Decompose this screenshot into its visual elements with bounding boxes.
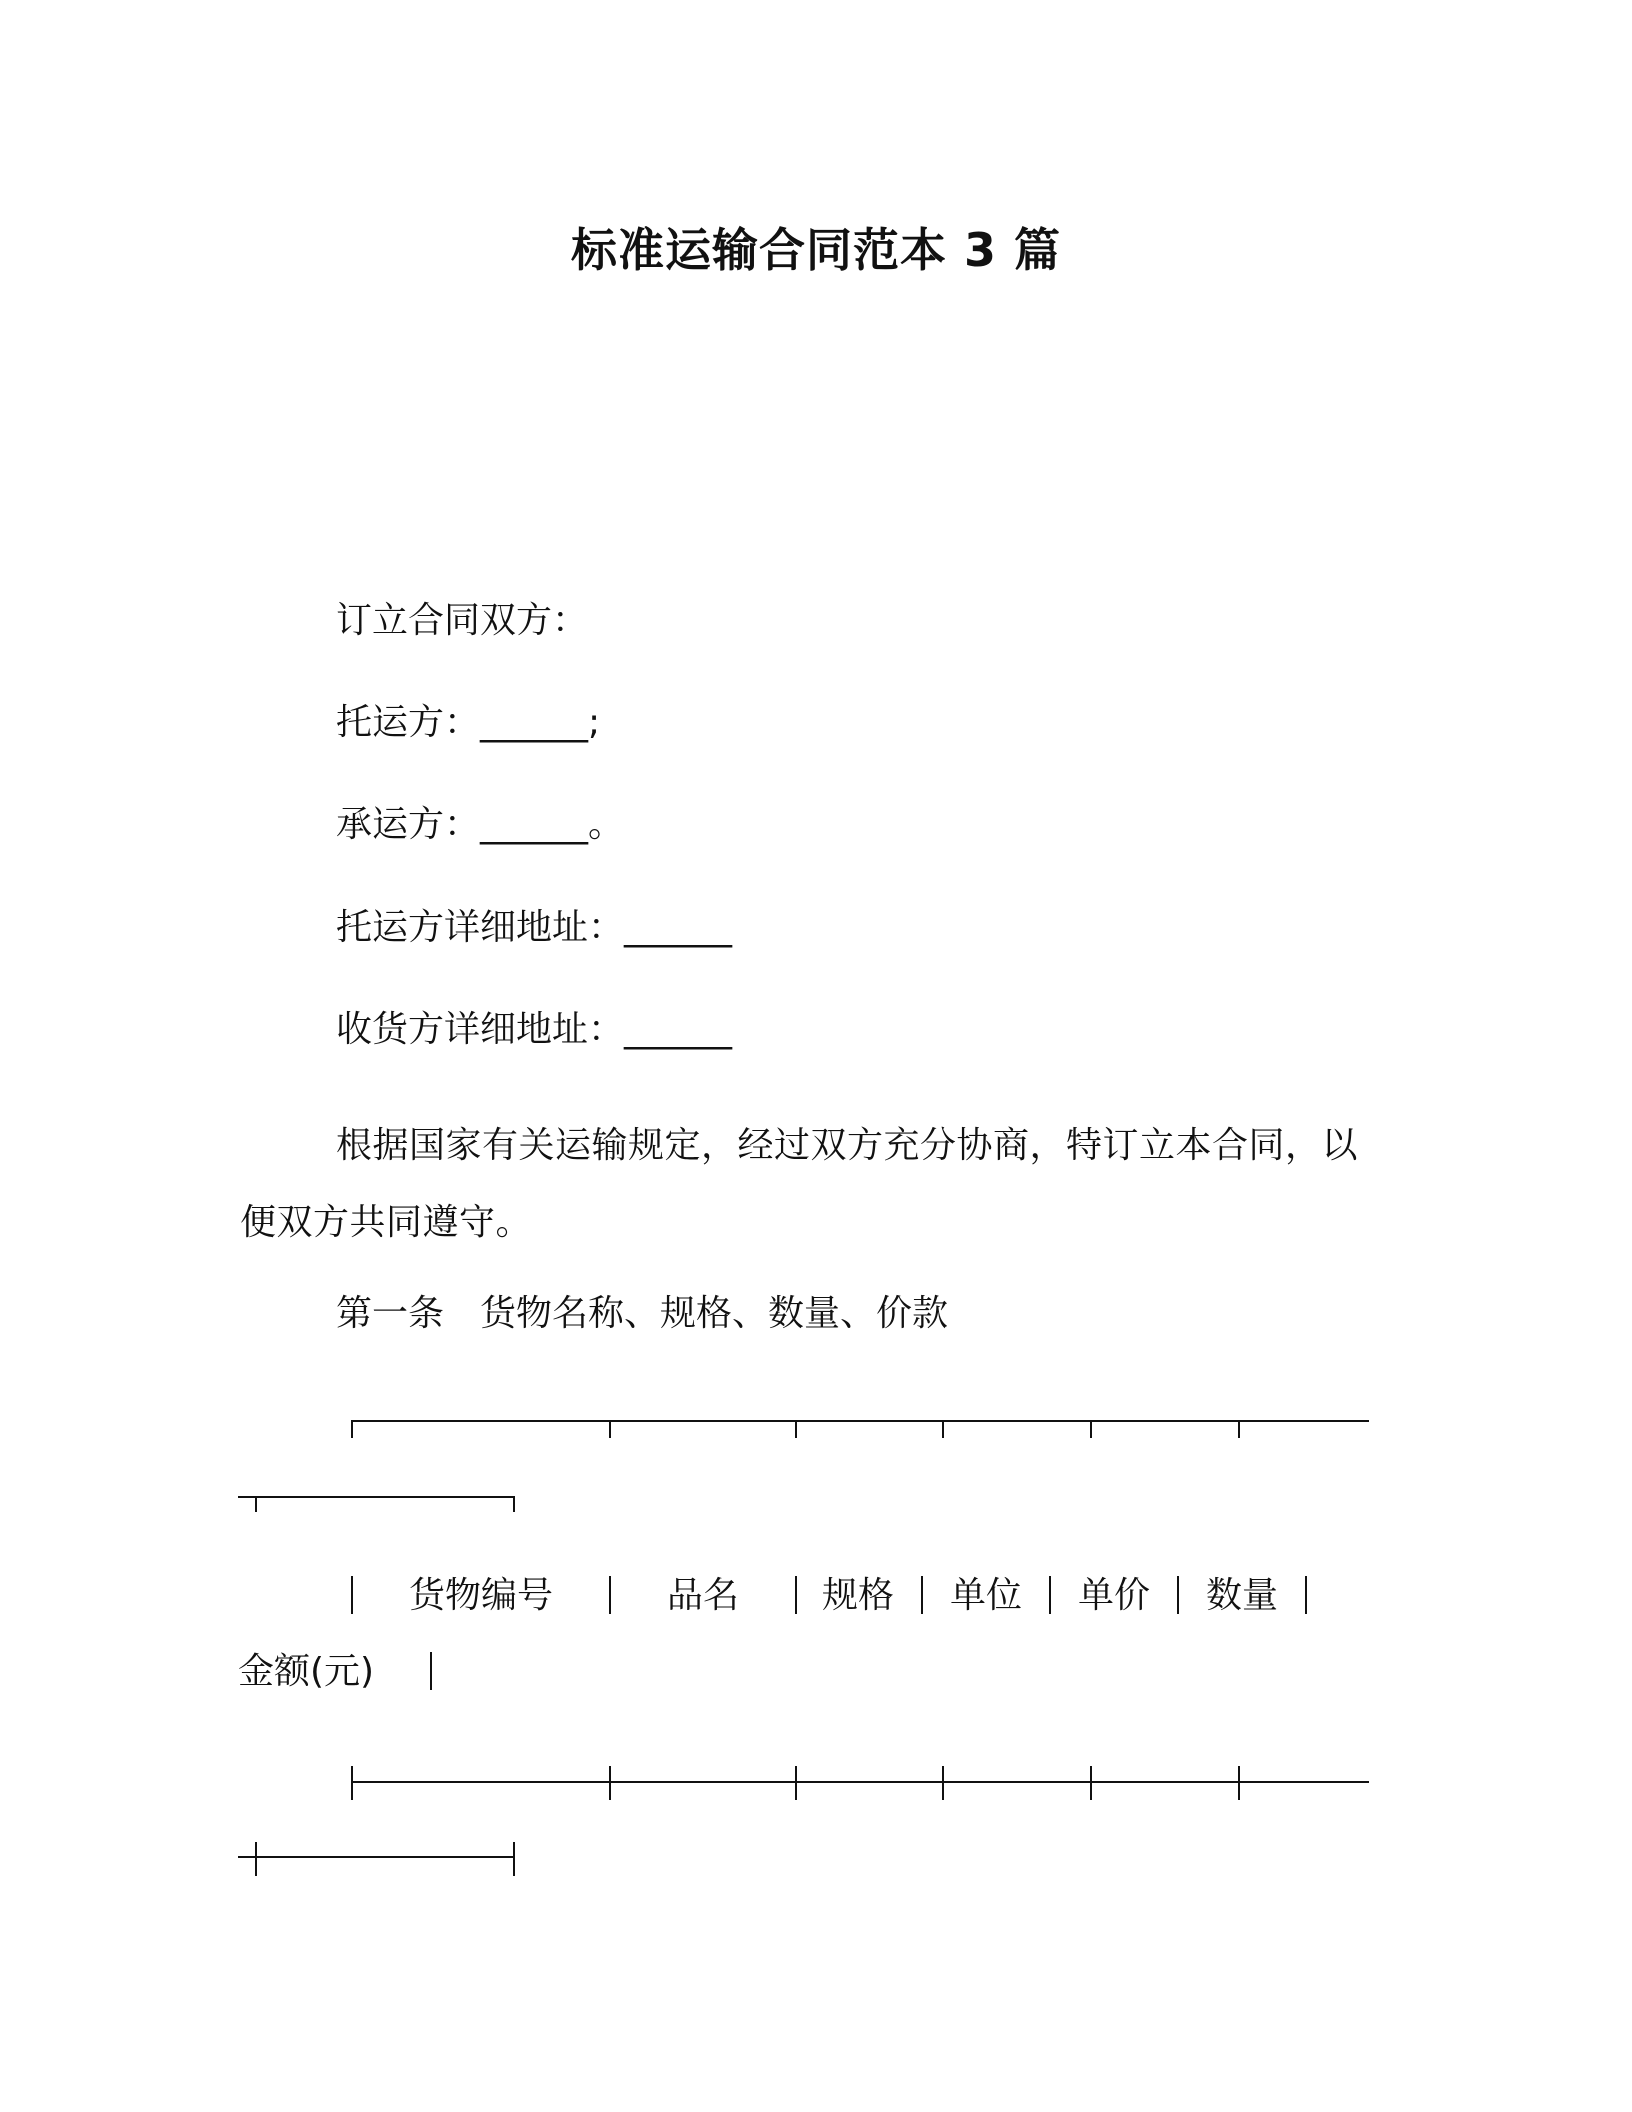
- parties-heading: 订立合同双方：: [336, 600, 589, 641]
- consignee-address-line: 收货方详细地址：______: [336, 1009, 733, 1050]
- article-1-heading: 第一条 货物名称、规格、数量、价款: [336, 1293, 949, 1334]
- header-cell: 货物编号: [408, 1575, 553, 1616]
- header-cell: 规格: [821, 1575, 894, 1616]
- header-cell: 数量: [1205, 1575, 1278, 1616]
- header-cell: 单价: [1077, 1575, 1150, 1616]
- header-cell: 金额(元): [238, 1651, 375, 1692]
- document-title: 标准运输合同范本 3 篇: [570, 223, 1062, 277]
- carrier-line: 承运方：______。: [336, 804, 625, 845]
- header-cell: 单位: [949, 1575, 1022, 1616]
- intro-paragraph: 根据国家有关运输规定，经过双方充分协商，特订立本合同，以便双方共同遵守。: [240, 1125, 1359, 1243]
- header-cell: 品名: [666, 1575, 739, 1616]
- shipper-line: 托运方：______;: [336, 702, 601, 743]
- shipper-address-line: 托运方详细地址：______: [336, 907, 733, 948]
